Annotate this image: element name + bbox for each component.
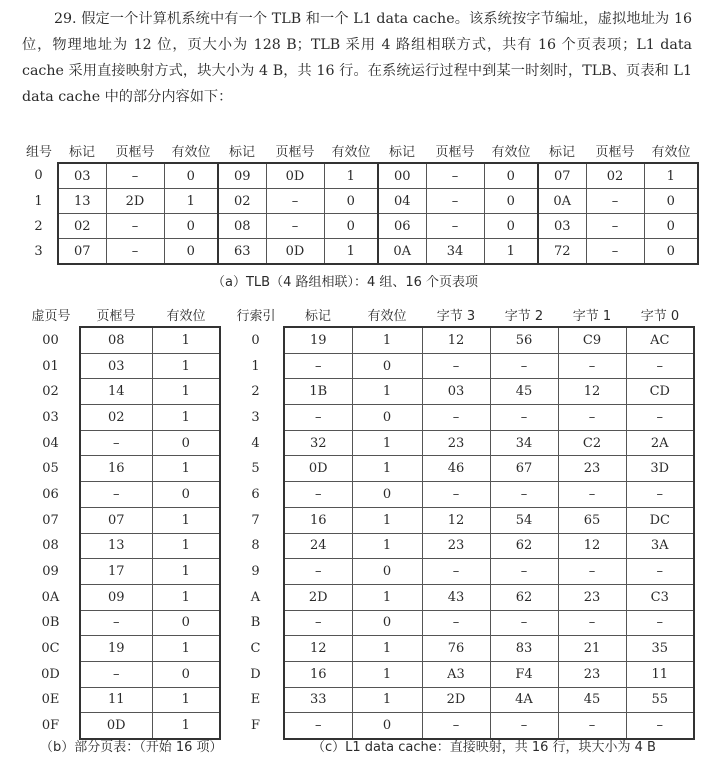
cache-cell: 0: [352, 405, 422, 431]
page-table-cell: 09: [80, 584, 152, 610]
tlb-cell: 13: [58, 189, 106, 214]
table-row: [228, 559, 694, 585]
cache-cell: –: [284, 559, 352, 585]
cache-cell: 0: [352, 353, 422, 379]
page-table-cell: 1: [152, 636, 220, 662]
tlb-header-cell: 有效位: [491, 144, 531, 160]
cache-cell: –: [422, 610, 490, 636]
cache-cell: –: [284, 610, 352, 636]
table-row: [22, 636, 220, 662]
table-row: [228, 610, 694, 636]
page-table-cell: 13: [80, 533, 152, 559]
tlb-cell: 03: [58, 163, 106, 189]
tlb-header-cell: 页框号: [435, 144, 475, 160]
table-row: [20, 214, 698, 239]
tlb-cell: 0D: [266, 239, 324, 265]
tlb-cell: 03: [538, 214, 586, 239]
virtual-page-number: 00: [42, 332, 59, 348]
cache-cell: 21: [558, 636, 626, 662]
table-row: [20, 163, 698, 189]
cache-cell: 12: [284, 636, 352, 662]
question-text: [22, 6, 692, 110]
cache-cell: 23: [558, 456, 626, 482]
cache-header-cell: 行索引: [236, 309, 276, 324]
page-table-cell: 0: [152, 610, 220, 636]
table-row: [22, 559, 220, 585]
table-row: [20, 239, 698, 265]
page-table-cell: 17: [80, 559, 152, 585]
page-table: [22, 302, 221, 740]
tlb-cell: 0A: [378, 239, 426, 265]
tlb-header-cell: 页框号: [115, 144, 155, 160]
table-row: [228, 687, 694, 713]
cache-cell: 3A: [626, 533, 694, 559]
page-table-cell: 1: [152, 713, 220, 739]
cache-caption: （c）L1 data cache：直接映射，共 16 行，块大小为 4 B: [312, 740, 656, 755]
tlb-cell: 0A: [538, 189, 586, 214]
cache-line-index: A: [250, 589, 261, 605]
cache-cell: 2D: [284, 584, 352, 610]
virtual-page-number: 0A: [41, 589, 60, 605]
cache-cell: A3: [422, 661, 490, 687]
page-table-cell: 19: [80, 636, 152, 662]
cache-cell: AC: [626, 327, 694, 353]
tlb-cell: 02: [58, 214, 106, 239]
tlb-cell: 06: [378, 214, 426, 239]
table-row: [228, 379, 694, 405]
tlb-cell: 07: [58, 239, 106, 265]
cache-cell: 62: [490, 584, 558, 610]
page-table-cell: 1: [152, 559, 220, 585]
cache-cell: –: [626, 482, 694, 508]
cache-cell: 1: [352, 533, 422, 559]
tlb-cell: 0: [164, 163, 218, 189]
cache-line-index: 9: [251, 564, 260, 580]
cache-header-cell: 标记: [304, 308, 331, 324]
page-table-cell: 1: [152, 379, 220, 405]
page-table-cell: –: [80, 430, 152, 456]
cache-cell: –: [422, 405, 490, 431]
virtual-page-number: 0E: [41, 692, 60, 708]
cache-cell: –: [558, 610, 626, 636]
tlb-cell: 02: [218, 189, 266, 214]
tlb-cell: 72: [538, 239, 586, 265]
cache-cell: 1: [352, 327, 422, 353]
table-row: [22, 482, 220, 508]
cache-cell: –: [558, 482, 626, 508]
cache-cell: –: [558, 405, 626, 431]
cache-table: [228, 302, 695, 740]
table-row: [228, 353, 694, 379]
cache-cell: –: [422, 353, 490, 379]
virtual-page-number: 05: [42, 461, 59, 477]
tlb-cell: –: [106, 163, 164, 189]
table-row: [228, 507, 694, 533]
page-table-cell: 0: [152, 661, 220, 687]
table-row: [22, 430, 220, 456]
cache-cell: 1: [352, 584, 422, 610]
table-row: [22, 507, 220, 533]
virtual-page-number: 0C: [41, 641, 60, 657]
tlb-cell: 04: [378, 189, 426, 214]
tlb-cell: 00: [378, 163, 426, 189]
cache-cell: 23: [558, 584, 626, 610]
page-table-header-cell: 有效位: [166, 308, 206, 324]
cache-cell: –: [422, 713, 490, 739]
cache-cell: –: [626, 713, 694, 739]
cache-cell: 54: [490, 507, 558, 533]
tlb-cell: –: [266, 189, 324, 214]
cache-header-row: [228, 302, 694, 327]
page-table-caption: （b）部分页表：（开始 16 项）: [40, 740, 223, 755]
cache-cell: 0: [352, 559, 422, 585]
tlb-header-cell: 有效位: [171, 144, 211, 160]
cache-cell: 12: [558, 533, 626, 559]
cache-line-index: 3: [251, 409, 260, 425]
page-table-cell: 0: [152, 482, 220, 508]
page-table-cell: 03: [80, 353, 152, 379]
cache-cell: CD: [626, 379, 694, 405]
cache-cell: 1: [352, 661, 422, 687]
table-row: [22, 584, 220, 610]
cache-cell: 11: [626, 661, 694, 687]
cache-line-index: 4: [251, 435, 260, 451]
cache-cell: 0: [352, 713, 422, 739]
table-row: [22, 610, 220, 636]
cache-cell: 1: [352, 379, 422, 405]
tlb-caption: （a）TLB（4 路组相联）：4 组、16 个页表项: [212, 275, 479, 290]
table-row: [228, 584, 694, 610]
table-row: [20, 189, 698, 214]
tlb-header-cell: 标记: [68, 144, 95, 160]
virtual-page-number: 0D: [41, 666, 60, 682]
cache-cell: –: [490, 405, 558, 431]
tlb-cell: 0: [484, 214, 538, 239]
cache-cell: 19: [284, 327, 352, 353]
tlb-header-cell: 有效位: [331, 144, 371, 160]
table-row: [228, 636, 694, 662]
table-row: [228, 661, 694, 687]
cache-cell: 3D: [626, 456, 694, 482]
cache-header-cell: 有效位: [367, 308, 407, 324]
cache-cell: 23: [422, 533, 490, 559]
cache-cell: –: [284, 482, 352, 508]
cache-cell: 1: [352, 456, 422, 482]
virtual-page-number: 01: [42, 358, 59, 374]
tlb-header-cell: 标记: [388, 144, 415, 160]
table-row: [22, 533, 220, 559]
tlb-cell: 09: [218, 163, 266, 189]
cache-line-index: 2: [251, 384, 260, 400]
cache-line-index: 1: [251, 358, 260, 374]
tlb-cell: 34: [426, 239, 484, 265]
cache-cell: 45: [558, 687, 626, 713]
tlb-set-index: 0: [34, 168, 43, 184]
cache-line-index: 5: [251, 461, 260, 477]
tlb-cell: –: [586, 239, 644, 265]
tlb-cell: 0: [484, 163, 538, 189]
cache-cell: 23: [422, 430, 490, 456]
virtual-page-number: 07: [42, 512, 59, 528]
virtual-page-number: 04: [42, 435, 59, 451]
cache-cell: 32: [284, 430, 352, 456]
table-row: [228, 327, 694, 353]
cache-cell: 12: [422, 327, 490, 353]
cache-cell: 16: [284, 661, 352, 687]
tlb-cell: 0: [164, 239, 218, 265]
page-table-cell: 1: [152, 584, 220, 610]
tlb-cell: –: [106, 239, 164, 265]
cache-cell: F4: [490, 661, 558, 687]
page-table-cell: 0D: [80, 713, 152, 739]
cache-cell: 24: [284, 533, 352, 559]
cache-cell: –: [490, 482, 558, 508]
cache-line-index: B: [250, 615, 261, 631]
table-row: [22, 456, 220, 482]
tlb-header-cell: 标记: [228, 144, 255, 160]
tlb-cell: 07: [538, 163, 586, 189]
cache-cell: 83: [490, 636, 558, 662]
tlb-cell: 0D: [266, 163, 324, 189]
cache-cell: 76: [422, 636, 490, 662]
cache-cell: –: [422, 482, 490, 508]
tlb-header-cell: 页框号: [595, 144, 635, 160]
page-table-cell: 1: [152, 327, 220, 353]
cache-cell: 46: [422, 456, 490, 482]
cache-cell: 43: [422, 584, 490, 610]
cache-cell: 16: [284, 507, 352, 533]
cache-cell: –: [558, 559, 626, 585]
tlb-cell: 0: [644, 189, 698, 214]
cache-cell: 4A: [490, 687, 558, 713]
table-row: [228, 533, 694, 559]
tlb-header-cell: 有效位: [651, 144, 691, 160]
cache-line-index: 6: [251, 486, 260, 502]
tlb-cell: 2D: [106, 189, 164, 214]
page-table-header-cell: 页框号: [96, 308, 136, 324]
page-table-cell: 1: [152, 687, 220, 713]
cache-cell: C3: [626, 584, 694, 610]
cache-cell: 56: [490, 327, 558, 353]
tlb-cell: –: [426, 163, 484, 189]
tlb-set-index: 1: [34, 193, 43, 209]
tlb-cell: 1: [644, 163, 698, 189]
table-row: [22, 405, 220, 431]
tlb-cell: 0: [644, 239, 698, 265]
tlb-table: [20, 138, 699, 265]
cache-cell: 67: [490, 456, 558, 482]
cache-cell: –: [626, 405, 694, 431]
virtual-page-number: 09: [42, 564, 59, 580]
cache-header-cell: 字节 0: [640, 308, 680, 324]
page-table-cell: 1: [152, 405, 220, 431]
cache-cell: 2D: [422, 687, 490, 713]
cache-cell: 55: [626, 687, 694, 713]
tlb-cell: –: [426, 214, 484, 239]
virtual-page-number: 08: [42, 538, 59, 554]
page-table-header-row: [22, 302, 220, 327]
cache-cell: –: [626, 353, 694, 379]
cache-cell: 1B: [284, 379, 352, 405]
tlb-cell: 1: [324, 163, 378, 189]
virtual-page-number: 0B: [41, 615, 60, 631]
cache-cell: 23: [558, 661, 626, 687]
cache-cell: C9: [558, 327, 626, 353]
page-table-cell: 1: [152, 456, 220, 482]
tlb-cell: –: [106, 214, 164, 239]
cache-cell: 12: [422, 507, 490, 533]
table-row: [228, 456, 694, 482]
table-row: [22, 327, 220, 353]
tlb-set-index: 3: [34, 243, 43, 259]
table-row: [228, 482, 694, 508]
table-row: [228, 405, 694, 431]
cache-cell: 0D: [284, 456, 352, 482]
tlb-header-cell: 组号: [25, 145, 52, 160]
cache-cell: 12: [558, 379, 626, 405]
page-table-cell: –: [80, 482, 152, 508]
virtual-page-number: 02: [42, 384, 59, 400]
cache-cell: 34: [490, 430, 558, 456]
cache-cell: –: [558, 353, 626, 379]
page-table-cell: 07: [80, 507, 152, 533]
cache-cell: 45: [490, 379, 558, 405]
cache-cell: 1: [352, 430, 422, 456]
cache-cell: 33: [284, 687, 352, 713]
cache-cell: –: [558, 713, 626, 739]
page-table-cell: 1: [152, 353, 220, 379]
cache-cell: –: [490, 610, 558, 636]
cache-cell: 2A: [626, 430, 694, 456]
cache-header-cell: 字节 2: [504, 308, 544, 324]
cache-cell: –: [490, 559, 558, 585]
cache-cell: 0: [352, 482, 422, 508]
tlb-header-row: [20, 138, 698, 163]
page-table-cell: 1: [152, 533, 220, 559]
cache-cell: 1: [352, 507, 422, 533]
cache-cell: 1: [352, 687, 422, 713]
virtual-page-number: 0F: [41, 718, 60, 734]
cache-cell: 0: [352, 610, 422, 636]
virtual-page-number: 03: [42, 409, 59, 425]
tlb-cell: 0: [324, 189, 378, 214]
table-row: [22, 379, 220, 405]
cache-header-cell: 字节 3: [436, 308, 476, 324]
cache-cell: DC: [626, 507, 694, 533]
tlb-cell: –: [266, 214, 324, 239]
cache-line-index: F: [250, 718, 261, 734]
cache-line-index: D: [250, 666, 261, 682]
cache-line-index: 8: [251, 538, 260, 554]
cache-header-cell: 字节 1: [572, 308, 612, 324]
cache-line-index: 0: [251, 332, 260, 348]
tlb-cell: –: [586, 214, 644, 239]
page-table-cell: –: [80, 610, 152, 636]
cache-cell: 03: [422, 379, 490, 405]
cache-cell: –: [626, 610, 694, 636]
cache-cell: –: [284, 405, 352, 431]
table-row: [22, 661, 220, 687]
page-table-cell: 16: [80, 456, 152, 482]
tlb-cell: 63: [218, 239, 266, 265]
tlb-header-cell: 页框号: [275, 144, 315, 160]
cache-cell: C2: [558, 430, 626, 456]
cache-cell: 62: [490, 533, 558, 559]
table-row: [22, 687, 220, 713]
tlb-cell: 1: [164, 189, 218, 214]
cache-cell: –: [284, 713, 352, 739]
page-table-cell: 0: [152, 430, 220, 456]
tlb-cell: 1: [484, 239, 538, 265]
page-table-cell: –: [80, 661, 152, 687]
tlb-cell: 1: [324, 239, 378, 265]
cache-cell: –: [626, 559, 694, 585]
tlb-cell: 0: [164, 214, 218, 239]
tlb-cell: –: [426, 189, 484, 214]
tlb-header-cell: 标记: [548, 144, 575, 160]
virtual-page-number: 06: [42, 486, 59, 502]
page-table-cell: 14: [80, 379, 152, 405]
tlb-cell: 0: [484, 189, 538, 214]
cache-cell: 65: [558, 507, 626, 533]
tlb-cell: –: [586, 189, 644, 214]
cache-cell: 35: [626, 636, 694, 662]
tlb-cell: 08: [218, 214, 266, 239]
page-table-cell: 11: [80, 687, 152, 713]
table-row: [22, 353, 220, 379]
tlb-cell: 0: [324, 214, 378, 239]
page-table-cell: 1: [152, 507, 220, 533]
question-paragraph: 29. 假定一个计算机系统中有一个 TLB 和一个 L1 data cache。该系统按字节编址，虚拟地址为 16 位，物理地址为 12 位，页大小为 128 B；TLB 采用 4 路组相联方式，共有 16 个页表项；L1 data cache 采用直接映射方式，块大小为 4 B，共 16 行。在系统运行过程中到某一时刻时，TLB、页表和 L1 data cache 中的部分内容如下：: [22, 11, 692, 105]
page-table-cell: 08: [80, 327, 152, 353]
cache-cell: –: [490, 713, 558, 739]
cache-cell: –: [490, 353, 558, 379]
cache-line-index: 7: [251, 512, 260, 528]
tlb-cell: 0: [644, 214, 698, 239]
page-table-cell: 02: [80, 405, 152, 431]
cache-cell: 1: [352, 636, 422, 662]
page-table-header-cell: 虚页号: [31, 309, 71, 324]
cache-cell: –: [422, 559, 490, 585]
tlb-cell: 02: [586, 163, 644, 189]
cache-line-index: C: [250, 641, 261, 657]
cache-line-index: E: [250, 692, 261, 708]
cache-cell: –: [284, 353, 352, 379]
tlb-set-index: 2: [34, 218, 43, 234]
table-row: [228, 430, 694, 456]
